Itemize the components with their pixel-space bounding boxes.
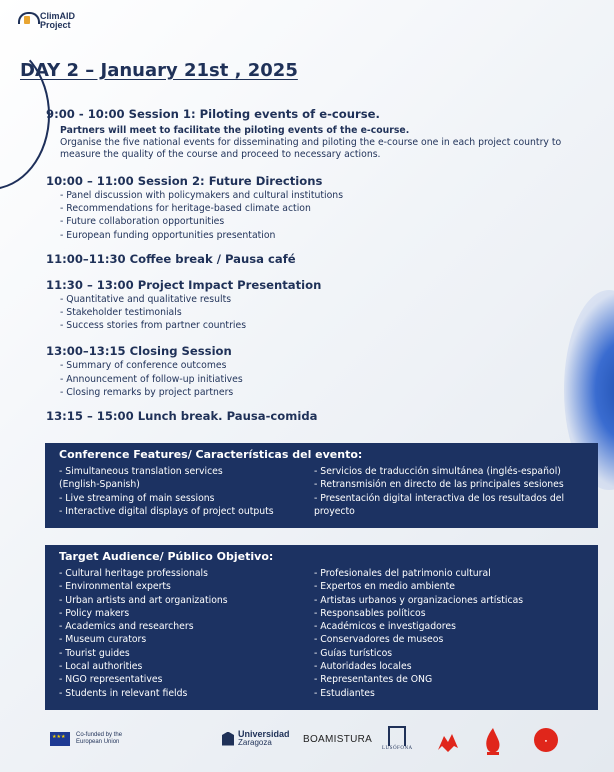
list-item: - Announcement of follow-up initiatives [60, 373, 243, 385]
boamistura-logo: BOAMISTURA [303, 734, 373, 745]
lusofona-text: LUSÓFONA [382, 746, 413, 751]
list-item: - Students in relevant fields [59, 687, 188, 699]
audience-title: Target Audience/ Público Objetivo: [59, 550, 274, 563]
list-item: - Stakeholder testimonials [60, 307, 182, 319]
features-panel [45, 443, 598, 528]
session-title: 9:00 - 10:00 Session 1: Piloting events of e-course. [46, 107, 380, 121]
partner-red-flame-icon [483, 726, 503, 758]
list-item: - Expertos en medio ambiente [314, 581, 455, 593]
climaid-logo [18, 12, 75, 30]
list-item: (English-Spanish) [59, 479, 140, 491]
list-item: - Summary of conference outcomes [60, 360, 227, 372]
logo-line-2: Project [40, 20, 71, 30]
audience-spanish-column [314, 567, 584, 700]
list-item: - Quantitative and qualitative results [60, 293, 232, 305]
list-item: - Estudiantes [314, 687, 375, 699]
session-impact [46, 278, 586, 333]
list-item: - Representantes de ONG [314, 674, 433, 686]
list-item: - Environmental experts [59, 581, 171, 593]
eu-cofunded-logo [50, 732, 136, 746]
list-item: - Académicos e investigadores [314, 621, 456, 633]
logo-line-1: ClimAID [40, 11, 76, 21]
unizar-crest-icon [222, 732, 234, 746]
unizar-logo [222, 730, 290, 747]
eu-flag-icon [50, 732, 70, 746]
list-item: - Presentación digital interactiva de los resultados del [314, 492, 565, 504]
agenda [46, 107, 586, 433]
features-english-column [59, 465, 314, 518]
list-item: - Academics and researchers [59, 621, 194, 633]
eu-cofunded-text: Co-funded by the European Union [76, 732, 123, 745]
list-item: - Closing remarks by project partners [60, 386, 234, 398]
features-title: Conference Features/ Características del evento: [59, 448, 363, 461]
list-item: - Conservadores de museos [314, 634, 444, 646]
list-item: - Urban artists and art organizations [59, 594, 228, 606]
list-item: - Recommendations for heritage-based climate action [60, 203, 311, 215]
list-item: - Profesionales del patrimonio cultural [314, 568, 491, 579]
list-item: - NGO representatives [59, 674, 163, 686]
list-item: - Artistas urbanos y organizaciones artísticas [314, 594, 524, 606]
session-title: 10:00 – 11:00 Session 2: Future Directions [46, 174, 323, 188]
list-item: - Future collaboration opportunities [60, 216, 225, 228]
session-title: 11:00–11:30 Coffee break / Pausa café [46, 251, 296, 266]
unizar-line-1: Universidad [238, 729, 290, 739]
partner-red-circle-logo [534, 728, 558, 752]
audience-english-column [59, 567, 314, 700]
session-lead: Partners will meet to facilitate the piloting events of the e-course. [60, 125, 410, 136]
list-item: - Cultural heritage professionals [59, 568, 208, 579]
audience-panel [45, 545, 598, 710]
coffee-break [46, 252, 586, 266]
red-circle-mark: ● [544, 737, 548, 743]
lunch-break [46, 409, 586, 423]
list-item: - Interactive digital displays of project outputs [59, 505, 274, 517]
climaid-logo-icon [18, 12, 36, 24]
list-item: - Retransmisión en directo de las principales sesiones [314, 479, 564, 491]
list-item: - Responsables políticos [314, 607, 426, 619]
list-item: - Success stories from partner countries [60, 320, 247, 332]
list-item: - Policy makers [59, 607, 130, 619]
session-closing [46, 344, 586, 399]
session-1 [46, 107, 586, 160]
list-item: - European funding opportunities presentation [60, 229, 276, 241]
session-title: 13:15 – 15:00 Lunch break. Pausa-comida [46, 409, 318, 424]
unizar-line-2: Zaragoza [238, 738, 272, 747]
features-spanish-column [314, 465, 584, 518]
day-title: DAY 2 – January 21st , 2025 [20, 60, 298, 81]
list-item: - Museum curators [59, 634, 147, 646]
list-item: - Panel discussion with policymakers and cultural institutions [60, 190, 344, 201]
list-item: - Tourist guides [59, 647, 130, 659]
partner-red-figure-icon [434, 728, 462, 756]
session-title: 11:30 – 13:00 Project Impact Presentation [46, 277, 322, 292]
list-item: - Autoridades locales [314, 661, 412, 673]
list-item: - Guías turísticos [314, 647, 393, 659]
lusofona-logo [382, 726, 413, 751]
session-title: 13:00–13:15 Closing Session [46, 344, 232, 359]
list-item: - Local authorities [59, 661, 143, 673]
session-description: Organise the five national events for disseminating and piloting the e-course one in each project country to measure the quality of the course and proceed to necessary actions. [60, 137, 562, 160]
list-item: - Simultaneous translation services [59, 466, 223, 477]
list-item: - Servicios de traducción simultánea (inglés-español) [314, 466, 561, 477]
lusofona-arch-icon [388, 726, 406, 746]
session-2 [46, 174, 586, 242]
list-item: - Live streaming of main sessions [59, 492, 215, 504]
list-item: proyecto [314, 505, 355, 517]
